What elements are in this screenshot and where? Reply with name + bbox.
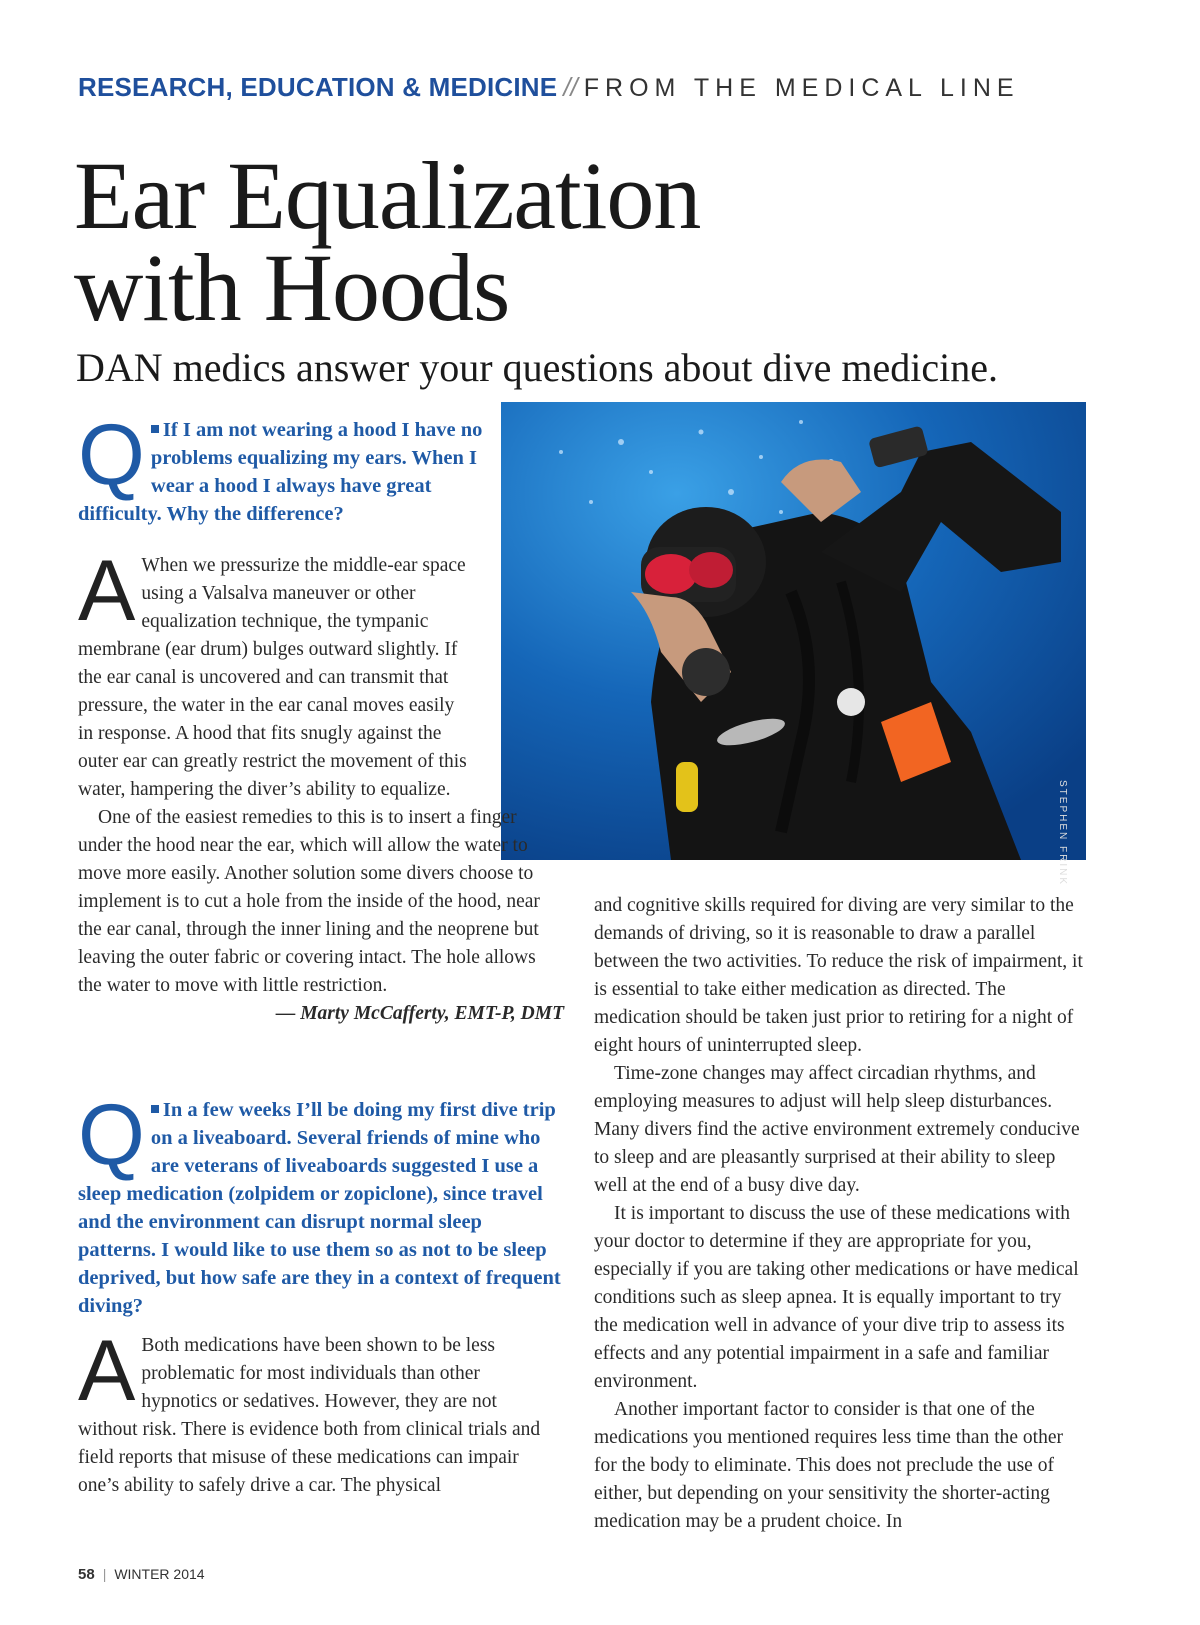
question-2 [78,1087,564,1320]
question-2-text: In a few weeks I’ll be doing my first dive trip on a liveaboard. Several friends of mine who are veterans of liveaboards suggested I use a sleep medication (zolpidem or zopiclone), since travel and the environment can disrupt normal sleep patterns. I would like to use them so as not to be sleep deprived, but how safe are they in a context of frequent diving? [78,1099,561,1317]
answer-dropcap: A [78,543,136,639]
answer-1-byline: — Marty McCafferty, EMT-P, DMT [275,1003,564,1024]
issue-label: WINTER 2014 [114,1566,205,1582]
answer-1-paragraph-1: When we pressurize the middle-ear space using a Valsalva maneuver or other equalization technique, the tympanic membrane (ear drum) bulges outward slightly. If the ear canal is uncovered and can transmit that pressure, the water in the ear canal moves easily in response. A hood that fits snugly against the outer ear can greatly restrict the movement of this water, hampering the diver’s ability to equalize. [78,555,467,800]
footer-divider: | [102,1566,107,1582]
column-name: FROM THE MEDICAL LINE [583,74,1020,102]
right-column [594,892,1084,1536]
bullet-square [151,425,159,433]
question-1-text: If I am not wearing a hood I have no problems equalizing my ears. When I wear a hood I always have great difficulty. Why the difference? [78,419,483,525]
right-paragraph-3: It is important to discuss the use of these medications with your doctor to determine if they are appropriate for you, especially if you are taking other medications or have medical conditions such as sleep apnea. It is equally important to try the medication well in advance of your dive trip to assess its effects and any potential impairment in a safe and familiar environment. [594,1203,1079,1392]
section-name: RESEARCH, EDUCATION & MEDICINE [78,72,558,102]
right-paragraph-2: Time-zone changes may affect circadian rhythms, and employing measures to adjust will help sleep disturbances. Many divers find the active environment extremely conducive to sleep and are pleasantly surprised at their ability to sleep well at the end of a busy dive day. [594,1063,1080,1196]
section-header [78,72,1020,103]
article-title [74,142,701,341]
right-paragraph-4: Another important factor to consider is that one of the medications you mentioned requires less time than the other for the body to eliminate. This does not preclude the use of either, but depending on your sensitivity the shorter-acting medication may be a prudent choice. In [594,1399,1063,1532]
article-subtitle: DAN medics answer your questions about dive medicine. [76,345,999,390]
diver-illustration [501,402,1086,860]
answer-1 [78,543,564,1028]
right-paragraph-1: and cognitive skills required for diving are very similar to the demands of driving, so it is reasonable to draw a parallel between the two activities. To reduce the risk of impairment, it is essential to take either medication as directed. The medication should be taken just prior to retiring for a night of eight hours of uninterrupted sleep. [594,895,1083,1056]
answer-dropcap: A [78,1323,136,1419]
bullet-square [151,1105,159,1113]
title-line-2: with Hoods [74,234,510,341]
page-footer [78,1566,205,1583]
title-line-1: Ear Equalization [74,142,701,249]
page-number: 58 [78,1566,95,1583]
answer-2 [78,1323,548,1500]
diver-photo [501,402,1086,860]
answer-1-paragraph-2: One of the easiest remedies to this is to insert a finger under the hood near the ear, which will allow the water to move more easily. Another solution some divers choose to implement is to cut a hole from the inside of the hood, near the ear canal, through the inner lining and the neoprene but leaving the outer fabric or covering intact. The hole allows the water to move with little restriction. [78,807,540,996]
question-1 [78,407,490,528]
answer-2-paragraph-1: Both medications have been shown to be less problematic for most individuals than other hypnotics or sedatives. However, they are not without risk. There is evidence both from clinical trials and field reports that misuse of these medications can impair one’s ability to safely drive a car. The physical [78,1335,541,1496]
header-separator: // [563,72,578,102]
question-dropcap: Q [78,1087,145,1183]
question-dropcap: Q [78,407,145,503]
photo-credit: STEPHEN FRINK [1057,780,1068,887]
